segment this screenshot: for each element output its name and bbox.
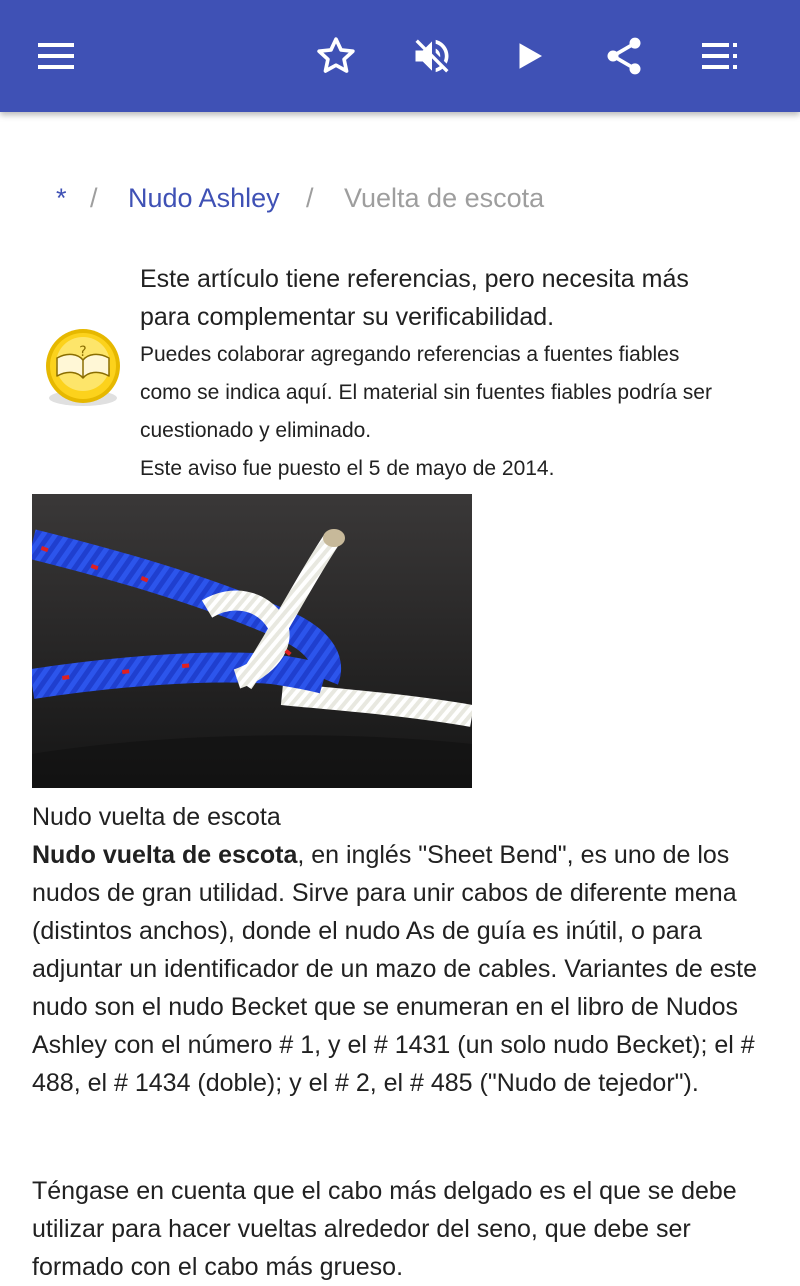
play-icon [512,38,548,74]
menu-button[interactable] [28,28,84,84]
breadcrumb-current: Vuelta de escota [344,183,545,213]
photo-caption: Nudo vuelta de escota [32,803,281,831]
contents-button[interactable] [692,28,748,84]
references-notice [140,260,780,488]
notice-detail-line: cuestionado y eliminado. [140,419,372,442]
breadcrumb-parent-link[interactable]: Nudo Ashley [128,183,280,213]
book-question-icon [40,326,126,412]
share-icon [602,34,646,78]
share-button[interactable] [596,28,652,84]
favorite-button[interactable] [308,28,364,84]
play-button[interactable] [502,28,558,84]
article-paragraph [32,836,772,1102]
breadcrumb-separator: / [306,183,314,213]
menu-icon [36,36,76,76]
app-bar [0,0,800,112]
knot-photo[interactable] [32,494,472,788]
breadcrumb-separator: / [90,183,98,213]
article-paragraph-text: , en inglés "Sheet Bend", es uno de los nudos de gran utilidad. Sirve para unir cabos de diferente mena (distintos anchos), donde el nudo As de guía es inútil, o para adjuntar un identificador de un mazo de cables. Variantes de este nudo son el nudo Becket que se enumeran en el libro de Nudos Ashley con el número # 1, y el # 1431 (un solo nudo Becket); el # 488, el # 1434 (doble); y el # 2, el # 485 ("Nudo de tejedor"). [32,841,757,1097]
volume-off-icon [410,34,454,78]
list-icon [700,36,740,76]
article-bold-term: Nudo vuelta de escota [32,841,298,869]
notice-detail-line: Puedes colaborar agregando referencias a fuentes fiables [140,343,680,366]
notice-lead-line: Este artículo tiene referencias, pero necesita más [140,265,689,293]
notice-detail-line: como se indica aquí. El material sin fuentes fiables podría ser [140,381,712,404]
notice-date: Este aviso fue puesto el 5 de mayo de 2014. [140,457,555,480]
mute-button[interactable] [404,28,460,84]
breadcrumb-home-link[interactable]: * [56,183,67,213]
svg-text:?: ? [79,344,87,360]
notice-lead-line: para complementar su verificabilidad. [140,303,555,331]
article-paragraph: Téngase en cuenta que el cabo más delgado es el que se debe utilizar para hacer vueltas alrededor del seno, que debe ser formado con el cabo más grueso. [32,1177,737,1281]
knot-illustration [32,494,472,788]
star-outline-icon [314,34,358,78]
